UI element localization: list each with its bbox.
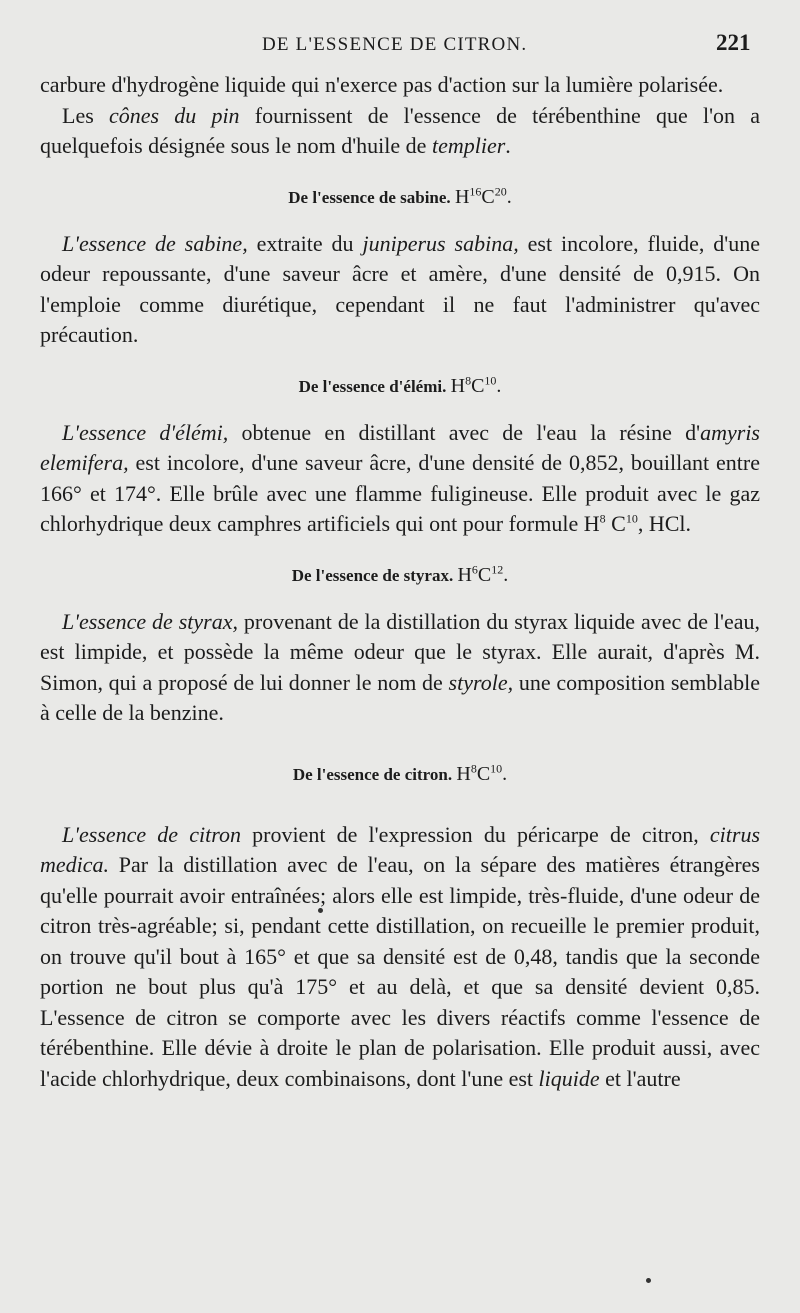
section-heading-styrax: [40, 560, 760, 591]
italic-term: L'essence de citron: [62, 821, 241, 847]
text-run: provient de l'expression du péricarpe de citron,: [240, 821, 710, 847]
formula-subscript: 10: [625, 511, 638, 526]
page-number: 221: [716, 30, 751, 55]
italic-term: liquide: [538, 1065, 600, 1091]
paragraph-sabine: [40, 229, 760, 351]
text-run: , HCl.: [637, 511, 691, 536]
paragraph-cones-du-pin: [40, 101, 760, 162]
heading-label: De l'essence de styrax.: [291, 565, 454, 585]
paragraph-continuation: [40, 70, 760, 101]
running-title: DE L'ESSENCE DE CITRON.: [262, 34, 528, 55]
body-text: [40, 70, 760, 1094]
text-run: et l'autre: [599, 1065, 681, 1091]
text-run: .: [505, 133, 511, 158]
text-run: extraite du: [247, 230, 363, 256]
text-run: est incolore, d'une saveur âcre, d'une densité de 0,852, bouillant entre 166° et 174°. Elle brûle avec une flamme fuligineuse. Elle produit avec le gaz chlorhydrique deux camphres artificiels qui ont pour formule H: [40, 450, 760, 536]
text-run: provenant de la distillation du styrax liquide avec de l'eau, est limpide, et possède la même odeur que le styrax. Elle aurait, d'après M. Simon, qui a proposé de lui donner le nom de: [40, 608, 760, 695]
chemical-formula: $H^8C^{10}$.: [450, 372, 502, 397]
italic-term: juniperus sabina,: [362, 230, 519, 256]
text-run: obtenue en distillant avec de l'eau la résine d': [228, 419, 701, 445]
italic-term: cônes du pin: [108, 102, 240, 128]
heading-label: De l'essence de citron.: [292, 764, 453, 784]
section-heading-citron: [40, 759, 760, 790]
text-run: fournissent de l'essence de térébenthine que l'on a quelquefois désignée sous le nom d'huile de: [40, 102, 760, 158]
paragraph-citron: [40, 820, 760, 1095]
chemical-formula: $H^6C^{12}$.: [457, 561, 509, 586]
print-speck: [318, 908, 323, 913]
italic-term: citrus medica.: [40, 821, 761, 877]
text-run: est incolore, fluide, d'une odeur repoussante, d'une saveur âcre et amère, d'une densité de 0,915. On l'emploie comme diurétique, cependant il ne faut l'administrer qu'avec précaution.: [40, 230, 761, 347]
running-head: [0, 30, 800, 64]
paragraph-styrax: [40, 607, 760, 729]
text-run: une composition semblable à celle de la benzine.: [40, 669, 761, 725]
text-run: Par la distillation avec de l'eau, on la sépare des matières étrangères qu'elle pourrait avoir entraînées; alors elle est limpide, très-fluide, d'une odeur de citron très-agréable; si, pendant cette distillation, on recueille le premier produit, on trouve qu'il bout à 165° et que sa densité est de 0,48, tandis que la seconde portion ne bout plus qu'à 175° et au delà, et que sa densité devient 0,85. L'essence de citron se comporte avec les divers réactifs comme l'essence de térébenthine. Elle dévie à droite le plan de polarisation. Elle produit aussi, avec l'acide chlorhydrique, deux combinaisons, dont l'une est: [40, 852, 760, 1091]
formula-subscript: 8: [599, 511, 606, 526]
chemical-formula: $H^8C^{10}$.: [456, 760, 508, 785]
italic-term: styrole,: [448, 669, 514, 695]
italic-term: L'essence d'élémi,: [62, 419, 229, 445]
italic-term: L'essence de styrax,: [62, 608, 238, 634]
paragraph-elemi: [40, 418, 760, 540]
italic-term: templier: [431, 133, 506, 158]
italic-term: L'essence de sabine,: [62, 230, 248, 256]
section-heading-elemi: [40, 371, 760, 402]
text-run: Les: [62, 102, 109, 128]
text-run: carbure d'hydrogène liquide qui n'exerce pas d'action sur la lumière polarisée.: [40, 72, 724, 97]
heading-label: De l'essence de sabine.: [288, 187, 451, 207]
heading-label: De l'essence d'élémi.: [298, 376, 447, 396]
text-run: C: [605, 511, 626, 536]
chemical-formula: $H^{16}C^{20}$.: [454, 183, 512, 208]
print-speck: [646, 1278, 651, 1283]
section-heading-sabine: [40, 182, 760, 213]
italic-term: amyris elemifera,: [40, 419, 760, 475]
